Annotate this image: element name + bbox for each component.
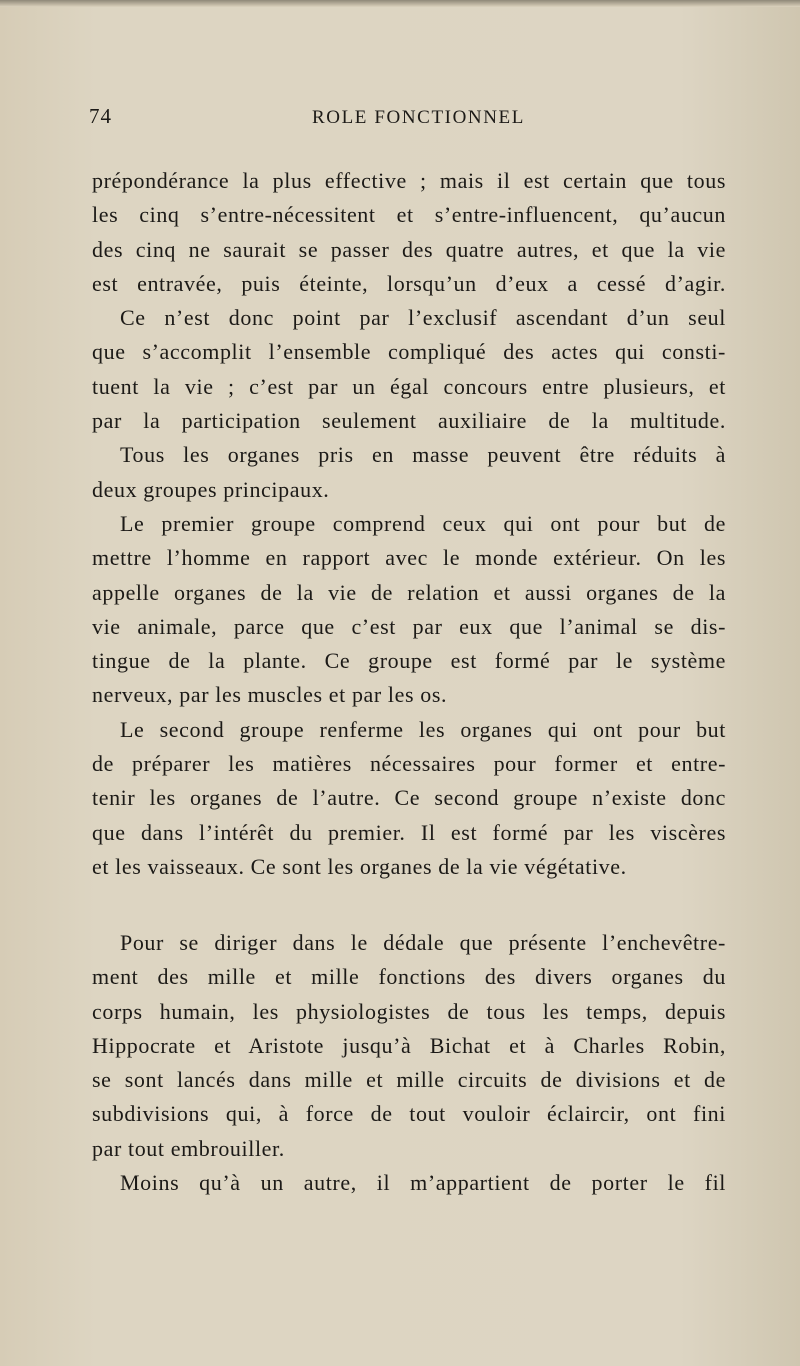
text-line: Tous les organes pris en masse peuvent être réduits à <box>120 442 726 468</box>
text-line: Le premier groupe comprend ceux qui ont pour but de <box>120 510 726 536</box>
page-top-edge <box>0 0 800 7</box>
text-line: Le second groupe renferme les organes qui ont pour but <box>120 716 726 742</box>
text-line: Hippocrate et Aristote jusqu’à Bichat et à Charles Robin, <box>92 1032 726 1058</box>
text-line: corps humain, les physiologistes de tous les temps, depuis <box>92 998 726 1024</box>
text-line: mettre l’homme en rapport avec le monde extérieur. On les <box>92 545 726 571</box>
page-number: 74 <box>89 104 112 128</box>
text-line: des cinq ne saurait se passer des quatre autres, et que la vie <box>92 236 726 262</box>
text-line: que dans l’intérêt du premier. Il est formé par les viscères <box>92 819 726 845</box>
running-head: ROLE FONCTIONNEL <box>312 107 525 128</box>
text-line: est entravée, puis éteinte, lorsqu’un d’eux a cessé d’agir. <box>92 270 726 296</box>
text-block-main <box>92 164 726 884</box>
text-line: subdivisions qui, à force de tout vouloir éclaircir, ont fini <box>92 1101 726 1127</box>
text-line: tuent la vie ; c’est par un égal concours entre plusieurs, et <box>92 373 726 399</box>
text-line: appelle organes de la vie de relation et aussi organes de la <box>92 579 726 605</box>
text-line: par la participation seulement auxiliaire de la multitude. <box>92 408 726 434</box>
text-line: deux groupes principaux. <box>92 476 330 502</box>
text-line: nerveux, par les muscles et par les os. <box>92 682 448 708</box>
text-line: tingue de la plante. Ce groupe est formé par le système <box>92 648 726 674</box>
text-line: les cinq s’entre-nécessitent et s’entre-influencent, qu’aucun <box>92 202 726 228</box>
text-line: se sont lancés dans mille et mille circuits de divisions et de <box>92 1067 726 1093</box>
text-line: Pour se diriger dans le dédale que présente l’enchevêtre- <box>120 930 726 955</box>
text-line: tenir les organes de l’autre. Ce second groupe n’existe donc <box>92 785 726 811</box>
text-line: que s’accomplit l’ensemble compliqué des actes qui consti- <box>92 339 726 365</box>
text-line: ment des mille et mille fonctions des divers organes du <box>92 964 726 990</box>
text-line: prépondérance la plus effective ; mais il est certain que tous <box>92 168 726 193</box>
text-line: vie animale, parce que c’est par eux que l’animal se dis- <box>92 613 726 639</box>
text-line: Ce n’est donc point par l’exclusif ascendant d’un seul <box>120 305 726 331</box>
text-line: par tout embrouiller. <box>92 1135 285 1161</box>
text-block-second-section <box>92 926 726 1200</box>
text-line: et les vaisseaux. Ce sont les organes de la vie végétative. <box>92 853 627 879</box>
text-line: Moins qu’à un autre, il m’appartient de porter le fil <box>120 1170 726 1196</box>
text-line: de préparer les matières nécessaires pour former et entre- <box>92 751 726 777</box>
page-header <box>0 104 800 138</box>
